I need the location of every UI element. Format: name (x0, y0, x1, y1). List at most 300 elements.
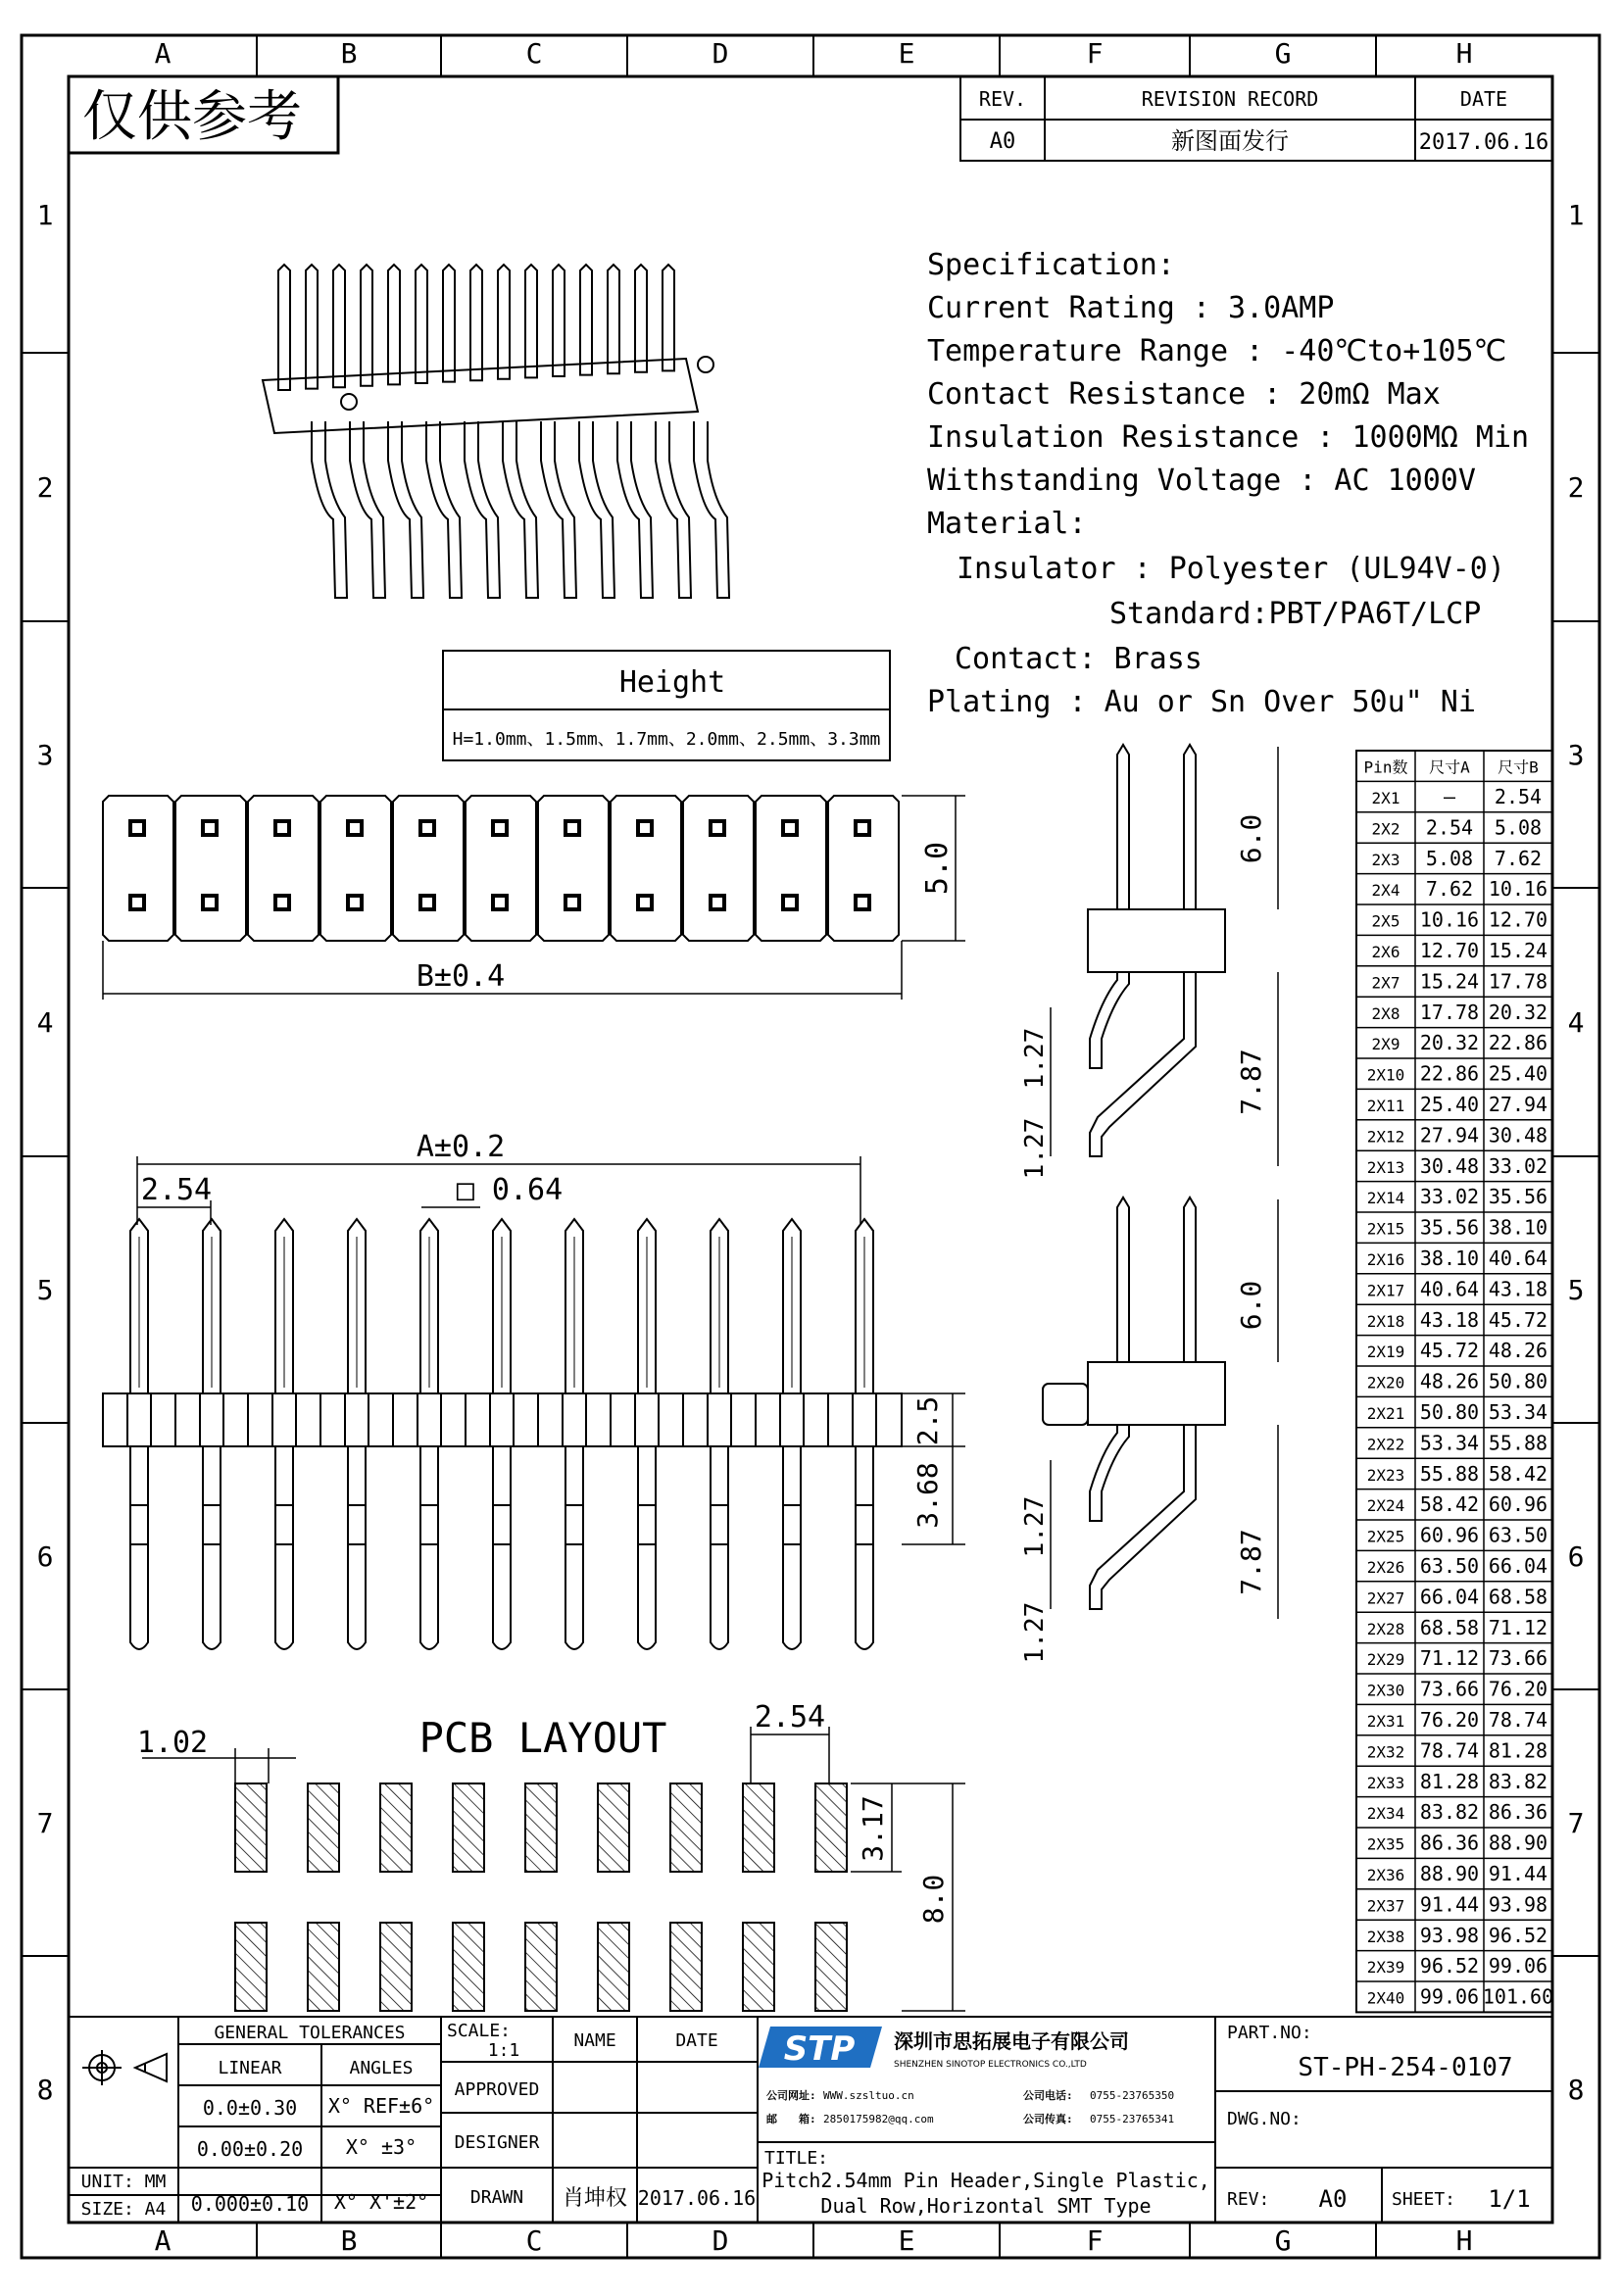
side-view-insulator (1088, 1362, 1225, 1425)
unit-label: UNIT: MM (80, 2172, 167, 2192)
pin-table-cell: 2X39 (1366, 1958, 1405, 1978)
spec-withstanding-voltage: Withstanding Voltage : AC 1000V (927, 464, 1476, 498)
column-label-C: C (525, 37, 543, 70)
tol-linear-3: 0.000±0.10 (190, 2192, 310, 2216)
pin-table-cell: — (1443, 785, 1456, 809)
pin-table-cell: 22.86 (1419, 1061, 1480, 1086)
pcb-pitch: 2.54 (754, 1700, 826, 1734)
iso-pin-tail (312, 421, 347, 598)
column-label-F: F (1086, 2224, 1104, 2257)
title-line-1: Pitch2.54mm Pin Header,Single Plastic, (761, 2169, 1210, 2192)
pin-table-cell: 2X32 (1366, 1742, 1405, 1762)
column-label-G: G (1274, 37, 1292, 70)
front-view-pin-collar (200, 1393, 223, 1446)
top-view-pin (638, 896, 652, 909)
top-view-housing-cell (466, 796, 536, 941)
pcb-pad (525, 1923, 557, 2011)
row-label-6: 6 (36, 1540, 54, 1573)
isometric-view (263, 265, 729, 598)
logo-text: STP (783, 2029, 856, 2069)
top-view-dimensions (103, 796, 965, 1000)
pin-table-cell: 22.86 (1488, 1031, 1548, 1055)
company-logo (759, 2027, 882, 2069)
pin-table-cell: 2X3 (1371, 850, 1400, 869)
pin-table-cell: 35.56 (1419, 1215, 1480, 1240)
pin-table-cell: 15.24 (1419, 969, 1480, 994)
title-label: TITLE: (764, 2148, 829, 2169)
rev-header: REV. (978, 87, 1027, 111)
dwg-no-label: DWG.NO: (1227, 2109, 1302, 2129)
pin-table-cell: 58.42 (1419, 1492, 1480, 1517)
title-line-2: Dual Row,Horizontal SMT Type (820, 2194, 1152, 2218)
top-view-housing-cell (611, 796, 681, 941)
pin-table-cell: 2X17 (1366, 1281, 1405, 1300)
row-label-3: 3 (36, 739, 54, 771)
pin-table-cell: 2X10 (1366, 1065, 1405, 1085)
drawn-name: 肖坤权 (562, 2186, 628, 2211)
pin-table-cell: 63.50 (1419, 1554, 1480, 1579)
spec-temperature-range: Temperature Range : -40℃to+105℃ (927, 334, 1507, 368)
revision-date-value: 2017.06.16 (1418, 130, 1549, 155)
approved-label: APPROVED (454, 2079, 540, 2100)
side-view-pin-upper (1184, 1197, 1196, 1362)
front-view-pin-collar (490, 1393, 514, 1446)
top-view-pin (420, 896, 434, 909)
row-label-7: 7 (1567, 1807, 1585, 1839)
top-view-housing-cell (248, 796, 319, 941)
date-header: DATE (675, 2030, 718, 2051)
side-views (1043, 745, 1278, 1619)
pin-table-cell: 2X5 (1371, 911, 1400, 931)
pin-table-cell: 2X11 (1366, 1097, 1405, 1116)
pin-table-cell: 33.02 (1419, 1185, 1480, 1209)
front-view-pin-lower (275, 1446, 293, 1649)
front-view-pin-collar (127, 1393, 151, 1446)
pin-table-cell: 45.72 (1419, 1339, 1480, 1363)
front-view-pin-lower (130, 1446, 148, 1649)
height-box-values: H=1.0mm、1.5mm、1.7mm、2.0mm、2.5mm、3.3mm (452, 729, 881, 750)
iso-pin-tail (541, 421, 576, 598)
pin-table-cell: 96.52 (1419, 1954, 1480, 1978)
scale-value: 1:1 (487, 2040, 520, 2061)
pin-table-cell: 2X40 (1366, 1988, 1405, 2008)
dim-side-offset-a: 1.27 (1020, 1027, 1050, 1090)
column-label-E: E (898, 37, 915, 70)
column-label-G: G (1274, 2224, 1292, 2257)
pin-table-cell: 2X30 (1366, 1681, 1405, 1700)
pin-table-cell: 10.16 (1488, 877, 1548, 902)
iso-pin-top (525, 265, 537, 377)
iso-pin-tail (465, 421, 500, 598)
revision-record-header: REVISION RECORD (1141, 87, 1319, 111)
specification-block (927, 248, 1529, 719)
iso-pin-top (608, 265, 619, 373)
pin-table-cell: 2X2 (1371, 819, 1400, 839)
iso-pin-top (635, 265, 647, 372)
iso-post (698, 357, 713, 372)
iso-pin-tail (656, 421, 691, 598)
top-view-housing-cell (756, 796, 826, 941)
iso-pin-top (443, 265, 455, 382)
dim-insulator-height: 2.5 (911, 1395, 944, 1446)
pcb-layout-title: PCB LAYOUT (418, 1714, 667, 1762)
pin-table-cell: 81.28 (1488, 1738, 1548, 1763)
dim-side2-total: 7.87 (1235, 1529, 1267, 1595)
pin-table-cell: 83.82 (1419, 1800, 1480, 1825)
pin-table-cell: 86.36 (1419, 1831, 1480, 1855)
pcb-pad (453, 1923, 484, 2011)
pin-table-cell: 10.16 (1419, 907, 1480, 932)
iso-pin-top (553, 265, 565, 376)
row-label-4: 4 (1567, 1006, 1585, 1039)
pcb-pad (308, 1923, 339, 2011)
top-view-pin (420, 821, 434, 835)
pcb-pad (380, 1923, 412, 2011)
pcb-pad-width: 1.02 (136, 1726, 209, 1760)
iso-pin-top (333, 265, 345, 387)
row-label-8: 8 (36, 2074, 54, 2106)
pin-table-cell: 76.20 (1488, 1677, 1548, 1701)
top-view-pin (856, 896, 869, 909)
drawn-date: 2017.06.16 (637, 2186, 757, 2210)
pcb-pad (670, 1923, 702, 2011)
top-view-pin (565, 821, 579, 835)
height-box-title: Height (618, 665, 726, 700)
tel-label: 公司电话: (1023, 2089, 1073, 2102)
dim-side-total: 7.87 (1235, 1049, 1267, 1115)
pin-table-cell: 7.62 (1425, 877, 1474, 902)
pin-table-cell: 2X26 (1366, 1558, 1405, 1578)
pin-table-cell: 12.70 (1419, 939, 1480, 963)
column-label-E: E (898, 2224, 915, 2257)
pin-table-cell: 38.10 (1488, 1215, 1548, 1240)
mail-label: 邮 箱: (766, 2113, 816, 2125)
title-block (69, 2017, 1552, 2223)
iso-pin-top (580, 265, 592, 375)
iso-pin-top (663, 265, 674, 370)
pin-table-cell: 60.96 (1488, 1492, 1548, 1517)
reference-stamp (69, 76, 338, 153)
side-view-pin-upper (1117, 1197, 1129, 1362)
pin-table-cell: 7.62 (1494, 846, 1543, 870)
dim-side-top: 6.0 (1235, 813, 1267, 864)
top-view-pin (348, 821, 362, 835)
iso-pin-top (361, 265, 372, 386)
top-view-pin (711, 821, 724, 835)
pin-table-cell: 55.88 (1488, 1431, 1548, 1455)
pin-table-cell: 40.64 (1419, 1277, 1480, 1301)
pin-table-cell: 2X7 (1371, 973, 1400, 993)
pin-table-cell: 73.66 (1488, 1646, 1548, 1671)
fax-label: 公司传真: (1023, 2113, 1073, 2125)
column-label-A: A (154, 37, 172, 70)
pin-table-cell: 17.78 (1419, 1000, 1480, 1024)
front-view-dimensions (137, 1156, 965, 1544)
pin-table-cell: 2X25 (1366, 1527, 1405, 1546)
iso-pin-top (416, 265, 427, 383)
pin-table-cell: 2X14 (1366, 1189, 1405, 1208)
pin-table-cell: 96.52 (1488, 1923, 1548, 1947)
angles-label: ANGLES (349, 2058, 414, 2078)
front-view-pin-lower (493, 1446, 511, 1649)
row-label-1: 1 (36, 199, 54, 231)
pin-table-cell: 2X20 (1366, 1373, 1405, 1392)
tol-linear-2: 0.00±0.20 (196, 2137, 304, 2161)
row-label-5: 5 (1567, 1274, 1585, 1306)
pin-table-cell: 2X24 (1366, 1496, 1405, 1516)
top-view-housing-cell (828, 796, 899, 941)
top-view-pin (130, 896, 144, 909)
pin-table-cell: 60.96 (1419, 1523, 1480, 1547)
top-view-housing-cell (538, 796, 609, 941)
sheet-label: SHEET: (1392, 2189, 1456, 2210)
side-view-pin-short-tail (1090, 1425, 1129, 1521)
web-value: WWW.szsltuo.cn (823, 2089, 914, 2102)
pcb-pad (598, 1923, 629, 2011)
pin-table-header: Pin数 (1363, 757, 1408, 777)
column-label-F: F (1086, 37, 1104, 70)
pin-table-cell: 50.80 (1488, 1369, 1548, 1393)
pin-table-cell: 53.34 (1488, 1400, 1548, 1425)
pcb-pad (598, 1783, 629, 1872)
spec-material: Material: (927, 507, 1087, 541)
pin-table-cell: 73.66 (1419, 1677, 1480, 1701)
pcb-pad (743, 1923, 774, 2011)
row-label-2: 2 (36, 471, 54, 504)
top-view-housing-cell (103, 796, 173, 941)
column-label-A: A (154, 2224, 172, 2257)
stamp-text: 仅供参考 (82, 85, 302, 149)
dim-side2-offset-a: 1.27 (1020, 1495, 1050, 1558)
pin-table-cell: 88.90 (1488, 1831, 1548, 1855)
spec-contact-resistance: Contact Resistance : 20mΩ Max (927, 377, 1441, 412)
front-view-pin-collar (563, 1393, 586, 1446)
pin-table-cell: 2X4 (1371, 881, 1400, 901)
tol-angle-3: X° X'±2° (333, 2190, 429, 2214)
pcb-pad (743, 1783, 774, 1872)
pin-table-cell: 35.56 (1488, 1185, 1548, 1209)
pin-table-cell: 68.58 (1419, 1615, 1480, 1639)
pin-table-cell: 2X38 (1366, 1927, 1405, 1946)
front-view (103, 1219, 902, 1649)
side-view-insulator (1088, 909, 1225, 972)
pin-table-cell: 2X29 (1366, 1650, 1405, 1670)
pcb-row-span: 8.0 (917, 1874, 950, 1925)
height-box (443, 651, 890, 760)
pin-table-cell: 2X9 (1371, 1035, 1400, 1054)
iso-post (341, 394, 357, 410)
pin-table-header: 尺寸B (1498, 757, 1539, 777)
company-name-en: SHENZHEN SINOTOP ELECTRONICS CO.,LTD (894, 2060, 1087, 2070)
pin-table-cell: 2X1 (1371, 789, 1400, 808)
pin-table-cell: 27.94 (1419, 1123, 1480, 1148)
dim-pitch: 2.54 (140, 1173, 213, 1207)
top-view-housing-cell (683, 796, 754, 941)
pin-table-cell: 2X18 (1366, 1311, 1405, 1331)
dim-pin-square: □ 0.64 (456, 1173, 564, 1207)
pin-table-cell: 5.08 (1494, 815, 1543, 840)
pin-table-cell: 68.58 (1488, 1585, 1548, 1609)
revision-record-value: 新图面发行 (1171, 127, 1289, 155)
tol-angle-1: X° REF±6° (327, 2094, 435, 2118)
iso-pin-top (388, 265, 400, 384)
front-view-pin-lower (348, 1446, 366, 1649)
spec-current-rating: Current Rating : 3.0AMP (927, 291, 1335, 325)
pin-table-cell: 2X33 (1366, 1773, 1405, 1792)
pcb-pad (235, 1923, 267, 2011)
row-label-1: 1 (1567, 199, 1585, 231)
pcb-pad (670, 1783, 702, 1872)
top-view-pin (275, 821, 289, 835)
pin-table-cell: 2.54 (1494, 785, 1543, 809)
pin-table-cell: 12.70 (1488, 907, 1548, 932)
pin-table-cell: 2X12 (1366, 1127, 1405, 1147)
iso-pin-tail (350, 421, 385, 598)
pcb-pad-length: 3.17 (857, 1795, 889, 1862)
pin-table-cell: 63.50 (1488, 1523, 1548, 1547)
pcb-pad (453, 1783, 484, 1872)
pin-table-cell: 30.48 (1419, 1153, 1480, 1178)
pin-table-cell: 2X28 (1366, 1619, 1405, 1638)
pin-table-cell: 2.54 (1425, 815, 1474, 840)
top-view-pin (493, 821, 507, 835)
pin-table-cell: 2X27 (1366, 1588, 1405, 1608)
pin-table-cell: 40.64 (1488, 1246, 1548, 1271)
column-label-B: B (340, 2224, 358, 2257)
column-label-H: H (1455, 2224, 1473, 2257)
top-view-pin (130, 821, 144, 835)
pin-table-cell: 25.40 (1419, 1093, 1480, 1117)
front-view-pin-collar (708, 1393, 731, 1446)
column-label-D: D (712, 37, 729, 70)
pin-table-cell: 30.48 (1488, 1123, 1548, 1148)
top-view-pin (493, 896, 507, 909)
top-view (103, 796, 899, 941)
iso-pin-tail (388, 421, 423, 598)
row-label-6: 6 (1567, 1540, 1585, 1573)
revision-date-header: DATE (1459, 87, 1508, 111)
front-view-pin-lower (203, 1446, 221, 1649)
top-view-pin (638, 821, 652, 835)
front-view-pin-collar (635, 1393, 659, 1446)
spec-standard: Standard:PBT/PA6T/LCP (1109, 597, 1482, 631)
dim-side-offset-b: 1.27 (1020, 1117, 1050, 1180)
web-label: 公司网址: (766, 2089, 816, 2102)
scale-label: SCALE: (447, 2021, 512, 2041)
pin-table-cell: 50.80 (1419, 1400, 1480, 1425)
pin-table-cell: 43.18 (1419, 1307, 1480, 1332)
dim-side2-offset-b: 1.27 (1020, 1601, 1050, 1664)
row-label-4: 4 (36, 1006, 54, 1039)
iso-pin-tail (579, 421, 614, 598)
pin-table-cell: 2X23 (1366, 1465, 1405, 1485)
front-view-pin-collar (345, 1393, 368, 1446)
pin-table-cell: 33.02 (1488, 1153, 1548, 1178)
linear-label: LINEAR (218, 2058, 282, 2078)
pin-table-cell: 2X16 (1366, 1250, 1405, 1270)
fax-value: 0755-23765341 (1090, 2113, 1175, 2125)
pin-table-cell: 38.10 (1419, 1246, 1480, 1271)
front-view-pin-collar (418, 1393, 441, 1446)
pcb-pad (308, 1783, 339, 1872)
rev-value: A0 (989, 129, 1016, 154)
pin-table-cell: 91.44 (1488, 1862, 1548, 1886)
top-view-pin (565, 896, 579, 909)
dim-top-height: 5.0 (920, 841, 955, 896)
pin-table-cell: 2X31 (1366, 1712, 1405, 1732)
pin-table-cell: 71.12 (1419, 1646, 1480, 1671)
pin-table-cell: 93.98 (1488, 1892, 1548, 1917)
pcb-pad (815, 1923, 847, 2011)
top-view-housing-cell (320, 796, 391, 941)
rev-label: REV: (1227, 2189, 1270, 2210)
pin-table-cell: 2X34 (1366, 1804, 1405, 1824)
pin-table-cell: 58.42 (1488, 1461, 1548, 1486)
pin-table-cell: 27.94 (1488, 1093, 1548, 1117)
dim-side2-top: 6.0 (1235, 1280, 1267, 1331)
part-no-value: ST-PH-254-0107 (1298, 2053, 1513, 2082)
spec-insulation-resistance: Insulation Resistance : 1000MΩ Min (927, 420, 1530, 455)
pin-table-cell: 83.82 (1488, 1769, 1548, 1793)
zone-labels (37, 37, 1585, 2257)
spec-insulator: Insulator : Polyester (UL94V-0) (957, 552, 1505, 586)
pin-table-cell: 48.26 (1419, 1369, 1480, 1393)
pin-table-cell: 53.34 (1419, 1431, 1480, 1455)
pcb-pad (815, 1783, 847, 1872)
pcb-pad (525, 1783, 557, 1872)
pin-table-cell: 55.88 (1419, 1461, 1480, 1486)
pin-table-header: 尺寸A (1429, 757, 1470, 777)
designer-label: DESIGNER (454, 2132, 540, 2153)
pin-table-cell: 71.12 (1488, 1615, 1548, 1639)
pcb-pad (380, 1783, 412, 1872)
spec-contact: Contact: Brass (955, 642, 1203, 676)
iso-pin-top (278, 265, 290, 390)
sheet-value: 1/1 (1488, 2185, 1531, 2213)
pin-table-cell: 81.28 (1419, 1769, 1480, 1793)
pin-table-cell: 17.78 (1488, 969, 1548, 994)
column-label-B: B (340, 37, 358, 70)
revision-table (960, 76, 1552, 161)
dim-front-span: A±0.2 (416, 1130, 506, 1164)
side-view-latch (1043, 1384, 1088, 1425)
company-name-cn: 深圳市思拓展电子有限公司 (894, 2029, 1129, 2053)
iso-pin-tail (426, 421, 462, 598)
pcb-pad (235, 1783, 267, 1872)
side-view-pin-short-tail (1090, 972, 1129, 1068)
iso-pin-top (470, 265, 482, 380)
tel-value: 0755-23765350 (1090, 2089, 1175, 2102)
front-view-pin-lower (420, 1446, 438, 1649)
pin-table-cell: 15.24 (1488, 939, 1548, 963)
row-label-3: 3 (1567, 739, 1585, 771)
pin-table-cell: 66.04 (1419, 1585, 1480, 1609)
row-label-7: 7 (36, 1807, 54, 1839)
drawn-label: DRAWN (469, 2187, 524, 2208)
pin-table-cell: 2X6 (1371, 943, 1400, 962)
name-header: NAME (573, 2030, 616, 2051)
pin-table-cell: 2X15 (1366, 1219, 1405, 1239)
front-view-pin-collar (780, 1393, 804, 1446)
pin-table-cell: 5.08 (1425, 846, 1474, 870)
iso-pin-tail (694, 421, 729, 598)
row-label-2: 2 (1567, 471, 1585, 504)
size-label: SIZE: A4 (80, 2199, 167, 2220)
iso-pin-tail (503, 421, 538, 598)
front-view-pin-lower (638, 1446, 656, 1649)
front-view-pin-lower (565, 1446, 583, 1649)
pin-table-cell: 101.60 (1482, 1984, 1554, 2009)
